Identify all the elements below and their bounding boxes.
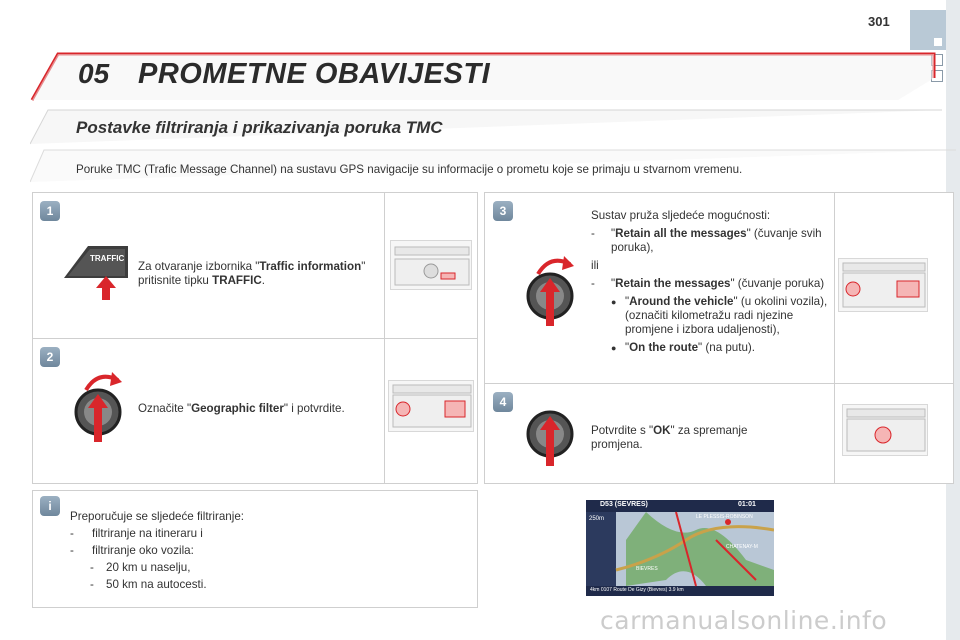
step-badge-2: 2 [40,347,60,367]
radio-panel-illustration [838,258,928,312]
map-label-chatenay: CHATENAY-M [726,544,758,550]
map-label-plessis: LE PLESSIS-ROBINSON [696,514,753,520]
step-2-text: Označite "Geographic filter" i potvrdite. [138,402,345,415]
radio-panel-illustration [842,404,928,456]
step-3-text: Sustav pruža sljedeće mogućnosti: - "Retain all the messages" (čuvanje svih poruka), ili - "Retain the messages" (čuvanje poruka) ● "Around the vehicle" (u okolini vozila), (označiti kilometražu radi njezine promjene i izbora udaljenosti), ● "On the route" (na putu). [591,209,828,354]
chapter-tab [910,10,946,50]
knob-press-icon [520,400,590,480]
map-label-bievres: BIEVRES [636,566,658,572]
info-icon: i [40,496,60,516]
map-footer: 4km 0107 Route De Gizy (Bievres) 3.9 km [590,587,684,593]
chapter-title: PROMETNE OBAVIJESTI [138,58,491,90]
map-time: 01:01 [738,501,756,508]
radio-panel-illustration [388,380,474,432]
step-badge-3: 3 [493,201,513,221]
map-road-label: D53 (SEVRES) [600,501,648,508]
navigation-map-screenshot [586,500,774,596]
watermark: carmanualsonline.info [600,606,888,635]
rotary-knob-icon [68,366,138,446]
traffic-button-label: TRAFFIC [90,254,125,263]
step-badge-1: 1 [40,201,60,221]
chapter-number: 05 [78,58,110,89]
info-text: Preporučuje se sljedeće filtriranje: - filtriranje na itineraru i - filtriranje oko vozila: - 20 km u naselju, - 50 km na autocesti. [70,510,244,591]
step-badge-4: 4 [493,392,513,412]
intro-text: Poruke TMC (Trafic Message Channel) na sustavu GPS navigacije su informacije o prometu koje se primaju u stvarnom vremenu. [76,163,743,176]
step-1-text: Za otvaranje izbornika "Traffic information" pritisnite tipku TRAFFIC. [138,260,366,287]
traffic-button-illustration [62,240,132,302]
map-distance: 250m [589,516,605,522]
radio-panel-illustration [390,240,472,290]
rotary-knob-icon [520,250,590,330]
page-number: 301 [868,14,890,29]
section-title: Postavke filtriranja i prikazivanja poruka TMC [76,118,443,137]
step-4-text: Potvrdite s "OK" za spremanje promjena. [591,424,748,451]
